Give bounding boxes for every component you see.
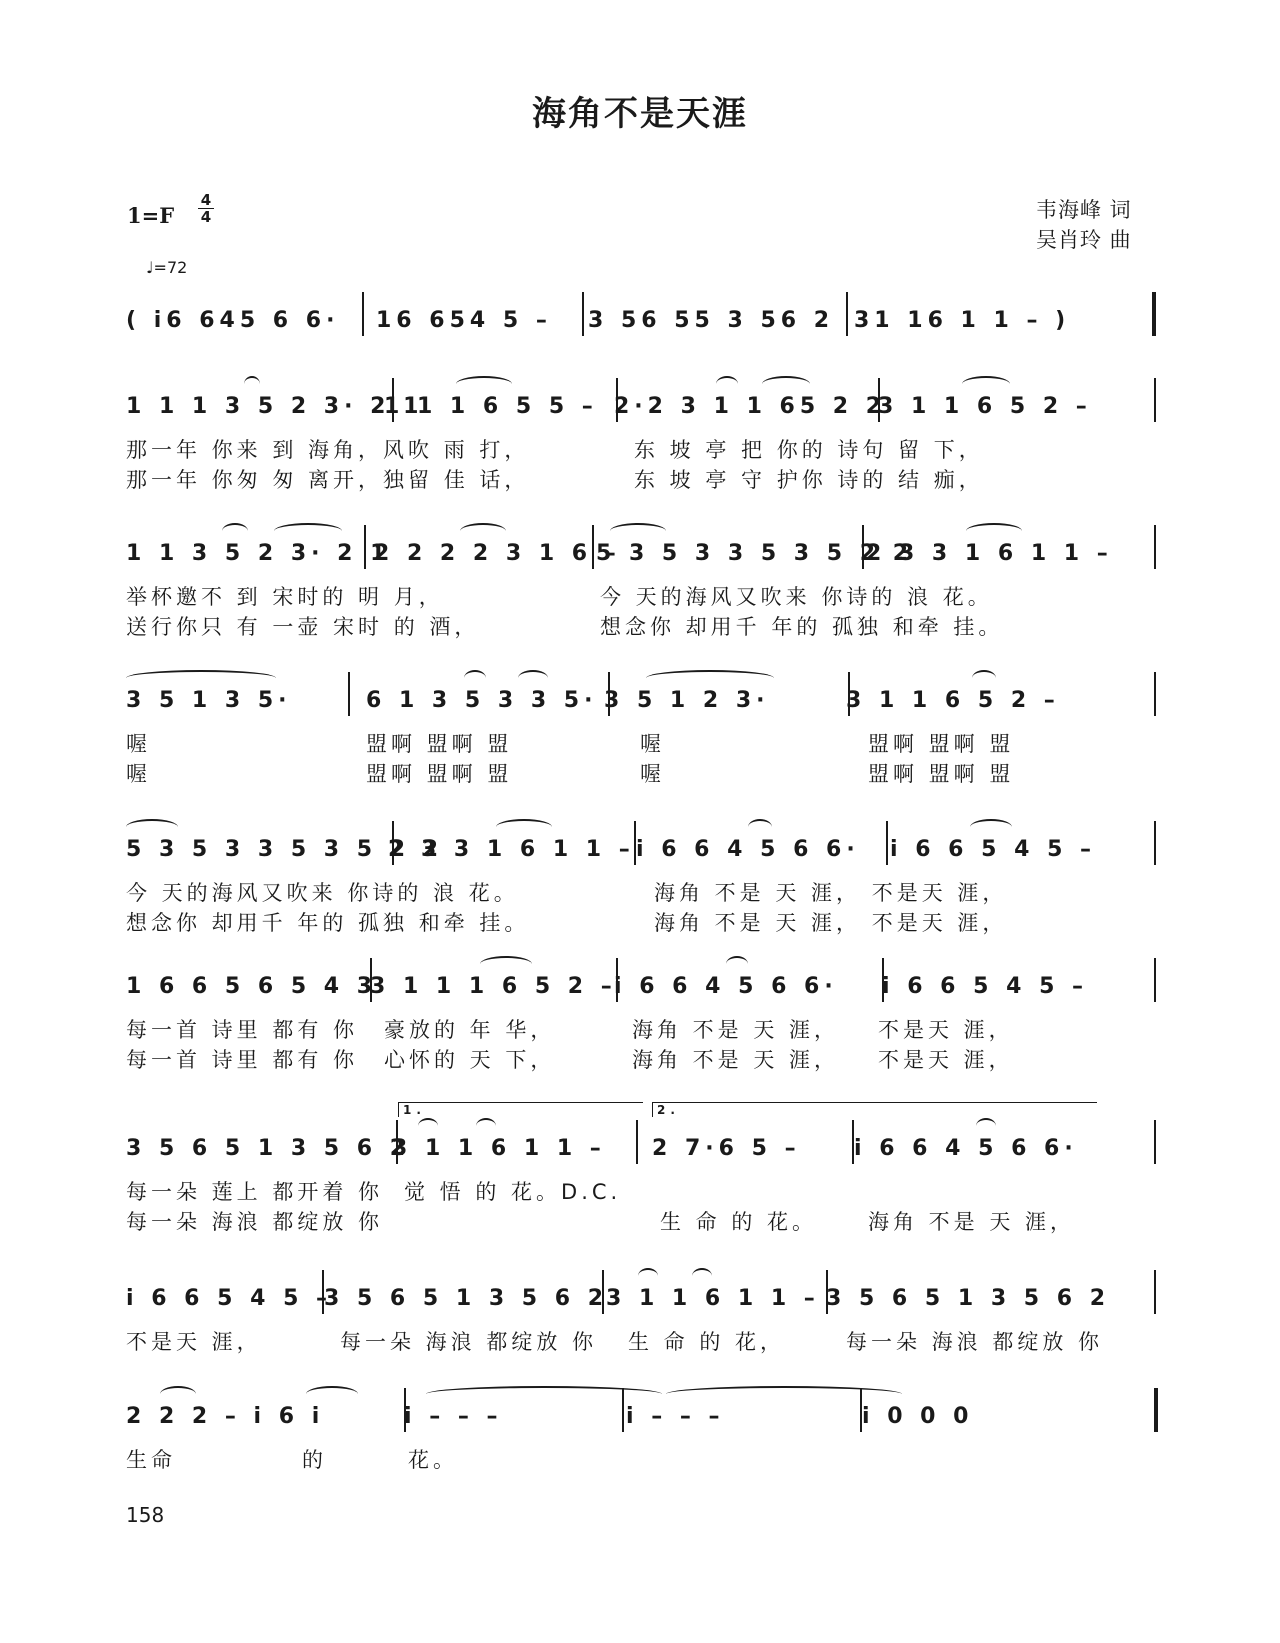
barline bbox=[1154, 1388, 1158, 1432]
staff-system bbox=[126, 533, 1156, 577]
measure: 3 5 6 5 1 3 5 6 2 bbox=[324, 1286, 609, 1311]
slur bbox=[518, 670, 548, 686]
lyric-segment: 心怀的 天 下， bbox=[384, 1048, 556, 1072]
measure: i – – – bbox=[626, 1404, 725, 1429]
measure: 1 1 1 3 5 2 3· 2 1 bbox=[126, 394, 424, 419]
slur bbox=[692, 1268, 712, 1284]
slur bbox=[426, 1386, 662, 1402]
staff-system bbox=[126, 1396, 1156, 1440]
staff-system bbox=[126, 300, 1156, 344]
measure: 3 1 1 6 5 2 – bbox=[878, 394, 1092, 419]
barline bbox=[592, 525, 594, 569]
volta-bracket: 2. bbox=[652, 1102, 1097, 1117]
lyric-segment: 不是天 涯， bbox=[878, 1018, 1014, 1042]
meter-bottom: 4 bbox=[200, 208, 212, 226]
lyric-line bbox=[126, 1206, 1156, 1234]
barline bbox=[1154, 1120, 1156, 1164]
tempo-marking: ♩=72 bbox=[146, 258, 188, 277]
key-signature: 1=F bbox=[127, 203, 175, 228]
lyric-segment: 海角 不是 天 涯， bbox=[868, 1210, 1076, 1234]
lyric-segment: 那一年 你来 到 海角，风吹 雨 打， bbox=[126, 438, 530, 462]
slur bbox=[160, 1386, 196, 1402]
measure: 31 16 1 1 – ) bbox=[854, 308, 1071, 333]
staff-system bbox=[126, 1278, 1156, 1322]
lyric-line bbox=[126, 464, 1156, 492]
measure: 3 5 6 5 1 3 5 6 2 bbox=[126, 1136, 411, 1161]
measure: 3 5 1 2 3· bbox=[604, 688, 770, 713]
lyric-line bbox=[126, 907, 1156, 935]
measure: 2 3 3 1 6 1 1 – bbox=[866, 541, 1113, 566]
lyric-segment: 海角 不是 天 涯， 不是天 涯， bbox=[654, 881, 1008, 905]
lyric-line bbox=[126, 1444, 1156, 1472]
time-signature bbox=[197, 192, 215, 225]
slur bbox=[460, 523, 506, 539]
barline bbox=[364, 525, 366, 569]
lyric-segment: 每一首 诗里 都有 你 bbox=[126, 1048, 359, 1072]
measure: 6 1 3 5 3 3 5· bbox=[366, 688, 598, 713]
lyric-segment: 喔 bbox=[126, 762, 151, 786]
barline bbox=[1152, 292, 1156, 336]
lyric-segment: 盟啊 盟啊 盟 bbox=[366, 732, 513, 756]
measure: i – – – bbox=[404, 1404, 503, 1429]
measure: 2 3 3 1 6 1 1 – bbox=[388, 837, 635, 862]
staff-system bbox=[126, 680, 1156, 724]
barline bbox=[1154, 821, 1156, 865]
slur bbox=[646, 670, 774, 686]
slur bbox=[476, 1118, 496, 1134]
lyric-segment: 觉 悟 的 花。D.C. bbox=[404, 1180, 622, 1204]
meter-top: 4 bbox=[200, 191, 212, 209]
lyric-segment: 每一朵 海浪 都绽放 你 bbox=[340, 1330, 598, 1354]
lyric-segment: 喔 bbox=[640, 732, 665, 756]
lyric-line bbox=[126, 1014, 1156, 1042]
lyric-line bbox=[126, 877, 1156, 905]
barline bbox=[886, 821, 888, 865]
measure: ( i6 645 6 6· bbox=[126, 308, 340, 333]
measure: i 6 6 4 5 6 6· bbox=[854, 1136, 1078, 1161]
barline bbox=[636, 1120, 638, 1164]
lyric-segment: 送行你只 有 一壶 宋时 的 酒， bbox=[126, 615, 480, 639]
slur bbox=[610, 523, 666, 539]
measure: 2 2 2 – i 6 i bbox=[126, 1404, 325, 1429]
lyric-segment: 每一朵 海浪 都绽放 你 bbox=[846, 1330, 1104, 1354]
lyric-segment: 今 天的海风又吹来 你诗的 浪 花。 bbox=[126, 881, 519, 905]
lyric-line bbox=[126, 1176, 1156, 1204]
lyric-segment: 喔 bbox=[126, 732, 151, 756]
lyric-line bbox=[126, 1326, 1156, 1354]
measure: 1 1 3 5 2 3· 2 1 bbox=[126, 541, 391, 566]
barline bbox=[862, 525, 864, 569]
slur bbox=[726, 956, 748, 972]
measure: 2·2 3 1 1 65 2 2 bbox=[614, 394, 887, 419]
measure: i 6 6 5 4 5 – bbox=[890, 837, 1097, 862]
slur bbox=[126, 819, 178, 835]
lyric-segment: 花。 bbox=[408, 1448, 458, 1472]
lyric-segment: 海角 不是 天 涯， 不是天 涯， bbox=[654, 911, 1008, 935]
measure: 1 1 1 6 5 5 – bbox=[384, 394, 598, 419]
measure: i 0 0 0 bbox=[862, 1404, 974, 1429]
lyric-segment: 豪放的 年 华， bbox=[384, 1018, 556, 1042]
slur bbox=[638, 1268, 658, 1284]
slur bbox=[126, 670, 276, 686]
lyric-segment: 今 天的海风又吹来 你诗的 浪 花。 bbox=[600, 585, 993, 609]
lyric-line bbox=[126, 1044, 1156, 1072]
measure: 3 5 1 3 5· bbox=[126, 688, 292, 713]
measure: 3 56 55 3 56 2 bbox=[588, 308, 835, 333]
staff-system bbox=[126, 1103, 1156, 1172]
measure: 3 1 1 6 1 1 – bbox=[606, 1286, 820, 1311]
composer-credit: 吴肖玲 曲 bbox=[1036, 228, 1132, 252]
lyric-segment: 想念你 却用千 年的 孤独 和牵 挂。 bbox=[126, 911, 530, 935]
barline bbox=[1154, 1270, 1156, 1314]
barline bbox=[362, 292, 364, 336]
lyric-segment: 东 坡 亭 把 你的 诗句 留 下， bbox=[634, 438, 984, 462]
lyric-line bbox=[126, 581, 1156, 609]
lyric-line bbox=[126, 434, 1156, 462]
slur bbox=[418, 1118, 438, 1134]
slur bbox=[970, 819, 1012, 835]
slur bbox=[976, 1118, 996, 1134]
lyric-segment: 喔 bbox=[640, 762, 665, 786]
lyric-segment: 生命 bbox=[126, 1448, 176, 1472]
lyric-line bbox=[126, 611, 1156, 639]
lyric-line bbox=[126, 728, 1156, 756]
measure: i 6 6 5 4 5 – bbox=[126, 1286, 333, 1311]
staff-system bbox=[126, 386, 1156, 430]
lyric-segment: 每一朵 莲上 都开着 你 bbox=[126, 1180, 384, 1204]
lyric-segment: 生 命 的 花， bbox=[628, 1330, 786, 1354]
slur bbox=[966, 523, 1022, 539]
lyric-segment: 的 bbox=[302, 1448, 327, 1472]
lyric-segment: 每一首 诗里 都有 你 bbox=[126, 1018, 359, 1042]
barline bbox=[1154, 525, 1156, 569]
lyric-segment: 每一朵 海浪 都绽放 你 bbox=[126, 1210, 384, 1234]
slur bbox=[748, 819, 772, 835]
measure: 5 3 5 3 3 5 3 5 2 2 bbox=[596, 541, 914, 566]
staff-system bbox=[126, 829, 1156, 873]
slur bbox=[972, 670, 996, 686]
barline bbox=[846, 292, 848, 336]
barline bbox=[348, 672, 350, 716]
slur bbox=[274, 523, 342, 539]
lyric-segment: 海角 不是 天 涯， bbox=[632, 1018, 840, 1042]
barline bbox=[1154, 672, 1156, 716]
barline bbox=[1154, 378, 1156, 422]
measure: 3 1 1 6 5 2 – bbox=[846, 688, 1060, 713]
measure: 2 2 2 2 3 1 6 – bbox=[374, 541, 621, 566]
measure: 16 654 5 – bbox=[376, 308, 552, 333]
measure: i 6 6 5 4 5 – bbox=[882, 974, 1089, 999]
page-number: 158 bbox=[126, 1503, 165, 1527]
lyric-line bbox=[126, 758, 1156, 786]
slur bbox=[480, 956, 532, 972]
lyric-segment: 不是天 涯， bbox=[126, 1330, 262, 1354]
slur bbox=[456, 376, 512, 392]
lyric-segment: 不是天 涯， bbox=[878, 1048, 1014, 1072]
slur bbox=[496, 819, 552, 835]
slur bbox=[666, 1386, 902, 1402]
slur bbox=[716, 376, 738, 392]
lyricist-credit: 韦海峰 词 bbox=[1036, 198, 1132, 222]
lyric-segment: 生 命 的 花。 bbox=[660, 1210, 818, 1234]
barline bbox=[582, 292, 584, 336]
page-title: 海角不是天涯 bbox=[532, 94, 748, 134]
measure: 3 5 6 5 1 3 5 6 2 bbox=[826, 1286, 1111, 1311]
measure: 3 1 1 1 6 5 2 – bbox=[370, 974, 617, 999]
measure: 2 7·6 5 – bbox=[652, 1136, 801, 1161]
barline bbox=[1154, 958, 1156, 1002]
lyric-segment: 想念你 却用千 年的 孤独 和牵 挂。 bbox=[600, 615, 1004, 639]
lyric-segment: 海角 不是 天 涯， bbox=[632, 1048, 840, 1072]
slur bbox=[464, 670, 486, 686]
lyric-segment: 盟啊 盟啊 盟 bbox=[366, 762, 513, 786]
staff-system bbox=[126, 966, 1156, 1010]
measure: 3 1 1 6 1 1 – bbox=[392, 1136, 606, 1161]
measure: 5 3 5 3 3 5 3 5 2 2 bbox=[126, 837, 444, 862]
slur bbox=[306, 1386, 358, 1402]
slur bbox=[962, 376, 1010, 392]
measure: i 6 6 4 5 6 6· bbox=[636, 837, 860, 862]
slur bbox=[222, 523, 248, 539]
slur bbox=[762, 376, 810, 392]
lyric-segment: 那一年 你匆 匆 离开，独留 佳 话， bbox=[126, 468, 530, 492]
barline bbox=[602, 1270, 604, 1314]
lyric-segment: 盟啊 盟啊 盟 bbox=[868, 762, 1015, 786]
lyric-segment: 举杯邀不 到 宋时的 明 月， bbox=[126, 585, 444, 609]
volta-bracket: 1. bbox=[398, 1102, 643, 1117]
slur bbox=[244, 376, 260, 392]
measure: 1 6 6 5 6 5 4 3 bbox=[126, 974, 378, 999]
measure: i 6 6 4 5 6 6· bbox=[614, 974, 838, 999]
lyric-segment: 盟啊 盟啊 盟 bbox=[868, 732, 1015, 756]
lyric-segment: 东 坡 亭 守 护你 诗的 结 痂， bbox=[634, 468, 984, 492]
